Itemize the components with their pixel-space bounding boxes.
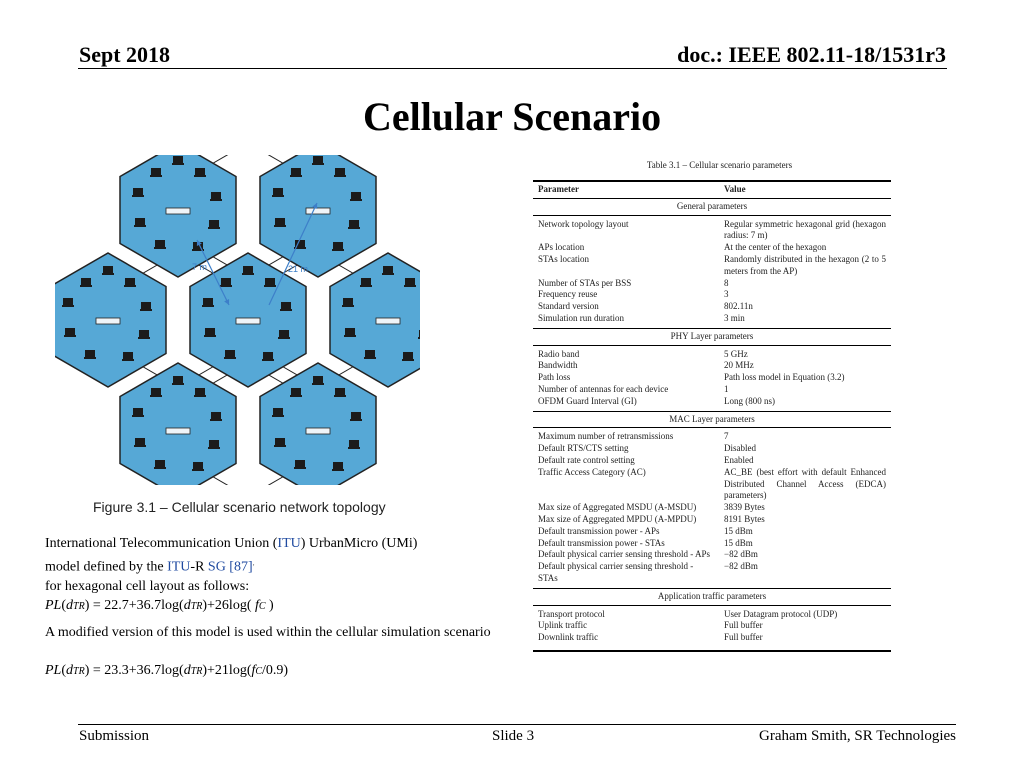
station-icon bbox=[333, 242, 343, 249]
station-icon bbox=[351, 192, 361, 199]
header-rule bbox=[78, 68, 947, 69]
value-cell: −82 dBm bbox=[724, 549, 758, 560]
station-icon bbox=[403, 352, 413, 359]
modified-model-text: A modified version of this model is used within the cellular simulation scenario bbox=[45, 625, 491, 640]
parameters-table-block bbox=[533, 160, 891, 655]
station-icon bbox=[405, 278, 415, 285]
param-cell: Maximum number of retransmissions bbox=[538, 431, 674, 442]
table-row bbox=[533, 254, 891, 278]
station-icon bbox=[135, 438, 145, 445]
value-cell: Path loss model in Equation (3.2) bbox=[724, 372, 845, 383]
table-row bbox=[533, 620, 891, 632]
value-cell: Randomly distributed in the hexagon (2 to 5 meters from the AP) bbox=[724, 253, 886, 276]
bss-cell bbox=[260, 363, 376, 485]
station-icon bbox=[291, 388, 301, 395]
bss-cell bbox=[260, 155, 376, 277]
footer-submission: Submission bbox=[79, 728, 150, 744]
station-icon bbox=[281, 302, 291, 309]
station-icon bbox=[135, 218, 145, 225]
station-icon bbox=[365, 350, 375, 357]
station-icon bbox=[291, 168, 301, 175]
param-cell: STAs location bbox=[538, 253, 590, 264]
label-21m: 21 m bbox=[288, 264, 309, 274]
table-section-header bbox=[533, 588, 891, 605]
value-cell: 15 dBm bbox=[724, 525, 753, 536]
table-row bbox=[533, 360, 891, 372]
col-header-parameter: Parameter bbox=[533, 181, 719, 198]
table-row bbox=[533, 455, 891, 467]
station-icon bbox=[345, 328, 355, 335]
umi-text-2b: -R bbox=[190, 559, 208, 575]
header-date: Sept 2018 bbox=[79, 42, 171, 67]
umi-description bbox=[45, 534, 505, 616]
parameters-table bbox=[533, 180, 891, 655]
table-section-header bbox=[533, 411, 891, 428]
table-row bbox=[533, 219, 891, 243]
access-point-icon bbox=[166, 208, 190, 214]
bss-cell bbox=[120, 155, 236, 277]
station-icon bbox=[151, 168, 161, 175]
station-icon bbox=[349, 220, 359, 227]
value-cell: User Datagram protocol (UDP) bbox=[724, 608, 838, 619]
table-header-row bbox=[533, 181, 891, 198]
station-icon bbox=[351, 412, 361, 419]
table-caption: Table 3.1 – Cellular scenario parameters bbox=[646, 160, 793, 170]
section-title: MAC Layer parameters bbox=[533, 411, 891, 428]
table-row bbox=[533, 289, 891, 301]
table-section-header bbox=[533, 198, 891, 215]
bss-cell bbox=[55, 253, 166, 387]
station-icon bbox=[141, 302, 151, 309]
value-cell: 8191 Bytes bbox=[724, 513, 765, 524]
station-icon bbox=[313, 376, 323, 383]
ref-superscript: , bbox=[252, 558, 255, 567]
station-icon bbox=[279, 330, 289, 337]
bss-cell bbox=[120, 363, 236, 485]
table-row bbox=[533, 538, 891, 550]
table-row bbox=[533, 467, 891, 502]
value-cell: Disabled bbox=[724, 443, 756, 454]
hexagon-grid bbox=[55, 155, 420, 485]
value-cell: Long (800 ns) bbox=[724, 395, 775, 406]
table-row bbox=[533, 372, 891, 384]
station-icon bbox=[361, 278, 371, 285]
station-icon bbox=[295, 460, 305, 467]
value-cell: 5 GHz bbox=[724, 348, 748, 359]
param-cell: OFDM Guard Interval (GI) bbox=[538, 395, 637, 406]
value-cell: 15 dBm bbox=[724, 537, 753, 548]
station-icon bbox=[133, 188, 143, 195]
station-icon bbox=[313, 156, 323, 163]
station-icon bbox=[333, 462, 343, 469]
table-row bbox=[533, 549, 891, 561]
value-cell: 3839 Bytes bbox=[724, 502, 765, 513]
table-row bbox=[533, 514, 891, 526]
bss-hexagon bbox=[120, 155, 236, 277]
section-title: Application traffic parameters bbox=[533, 588, 891, 605]
station-icon bbox=[173, 376, 183, 383]
station-icon bbox=[211, 192, 221, 199]
value-cell: 3 min bbox=[724, 312, 745, 323]
table-row bbox=[533, 313, 891, 325]
param-cell: Radio band bbox=[538, 348, 580, 359]
table-row bbox=[533, 396, 891, 408]
table-row bbox=[533, 443, 891, 455]
station-icon bbox=[419, 330, 420, 337]
station-icon bbox=[123, 352, 133, 359]
label-7m: 7 m bbox=[192, 262, 208, 272]
value-cell: Regular symmetric hexagonal grid (hexagon radius: 7 m) bbox=[724, 218, 886, 241]
value-cell: 7 bbox=[724, 431, 729, 442]
param-cell: Path loss bbox=[538, 372, 571, 383]
station-icon bbox=[125, 278, 135, 285]
station-icon bbox=[343, 298, 353, 305]
station-icon bbox=[195, 388, 205, 395]
station-icon bbox=[263, 352, 273, 359]
umi-text-1b: ) UrbanMicro (UMi) bbox=[300, 536, 418, 551]
footer-rule bbox=[78, 724, 956, 725]
table-section-header bbox=[533, 328, 891, 345]
bss-hexagon bbox=[330, 253, 420, 387]
table-row bbox=[533, 349, 891, 361]
station-icon bbox=[275, 218, 285, 225]
station-icon bbox=[155, 460, 165, 467]
station-icon bbox=[243, 266, 253, 273]
table-row bbox=[533, 384, 891, 396]
umi-text-3: for hexagonal cell layout as follows: bbox=[45, 578, 250, 594]
table-row bbox=[533, 502, 891, 514]
station-icon bbox=[205, 328, 215, 335]
figure-caption: Figure 3.1 – Cellular scenario network topology bbox=[93, 499, 386, 515]
station-icon bbox=[273, 188, 283, 195]
station-icon bbox=[193, 462, 203, 469]
bss-hexagon bbox=[260, 155, 376, 277]
section-title: General parameters bbox=[533, 198, 891, 215]
param-cell: Frequency reuse bbox=[538, 289, 598, 300]
station-icon bbox=[225, 350, 235, 357]
access-point-icon bbox=[306, 208, 330, 214]
param-cell: Default transmission power - STAs bbox=[538, 537, 665, 548]
param-cell: Number of STAs per BSS bbox=[538, 277, 632, 288]
station-icon bbox=[85, 350, 95, 357]
station-icon bbox=[273, 408, 283, 415]
umi-text-2a: model defined by the bbox=[45, 559, 168, 575]
station-icon bbox=[139, 330, 149, 337]
value-cell: 8 bbox=[724, 277, 729, 288]
footer-author: Graham Smith, SR Technologies bbox=[759, 728, 956, 744]
param-cell: Default physical carrier sensing threshold - STAs bbox=[538, 561, 694, 583]
station-icon bbox=[103, 266, 113, 273]
table-row bbox=[533, 431, 891, 443]
station-icon bbox=[195, 168, 205, 175]
value-cell: Full buffer bbox=[724, 620, 763, 631]
table-row bbox=[533, 526, 891, 538]
value-cell: 1 bbox=[724, 383, 729, 394]
station-icon bbox=[133, 408, 143, 415]
itu-link-2[interactable]: ITU bbox=[167, 559, 191, 575]
col-header-value: Value bbox=[719, 181, 891, 198]
access-point-icon bbox=[236, 318, 260, 324]
station-icon bbox=[173, 156, 183, 163]
formula-1: PL(dTR) = 22.7+36.7log(dTR)+26log( fC ) bbox=[45, 597, 274, 613]
value-cell: 3 bbox=[724, 289, 729, 300]
station-icon bbox=[65, 328, 75, 335]
access-point-icon bbox=[96, 318, 120, 324]
access-point-icon bbox=[376, 318, 400, 324]
value-cell: 802.11n bbox=[724, 301, 753, 312]
slide-title: Cellular Scenario bbox=[362, 94, 662, 139]
station-icon bbox=[203, 298, 213, 305]
param-cell: Default transmission power - APs bbox=[538, 525, 660, 536]
param-cell: Default RTS/CTS setting bbox=[538, 443, 629, 454]
station-icon bbox=[221, 278, 231, 285]
access-point-icon bbox=[306, 428, 330, 434]
param-cell: Standard version bbox=[538, 301, 599, 312]
table-row bbox=[533, 301, 891, 313]
network-topology-figure bbox=[55, 155, 420, 485]
station-icon bbox=[335, 168, 345, 175]
param-cell: Uplink traffic bbox=[538, 620, 588, 631]
param-cell: Max size of Aggregated MSDU (A-MSDU) bbox=[538, 502, 697, 513]
table-body bbox=[533, 198, 891, 655]
footer-slide-number: Slide 3 bbox=[492, 728, 535, 744]
table-row bbox=[533, 632, 891, 651]
header-doc-id: doc.: IEEE 802.11-18/1531r3 bbox=[677, 42, 946, 67]
param-cell: APs location bbox=[538, 242, 585, 253]
itu-link-1[interactable]: ITU bbox=[277, 536, 301, 551]
station-icon bbox=[349, 440, 359, 447]
table-row bbox=[533, 278, 891, 290]
station-icon bbox=[81, 278, 91, 285]
value-cell: Full buffer bbox=[719, 632, 891, 651]
station-icon bbox=[265, 278, 275, 285]
station-icon bbox=[151, 388, 161, 395]
param-cell: Simulation run duration bbox=[538, 312, 624, 323]
station-icon bbox=[335, 388, 345, 395]
access-point-icon bbox=[166, 428, 190, 434]
station-icon bbox=[209, 220, 219, 227]
table-row bbox=[533, 609, 891, 621]
param-cell: Default rate control setting bbox=[538, 454, 635, 465]
section-title: PHY Layer parameters bbox=[533, 328, 891, 345]
param-cell: Downlink traffic bbox=[533, 632, 719, 651]
bss-cell bbox=[330, 253, 420, 387]
param-cell: Max size of Aggregated MPDU (A-MPDU) bbox=[538, 513, 697, 524]
value-cell: −82 dBm bbox=[724, 561, 758, 572]
param-cell: Network topology layout bbox=[538, 218, 629, 229]
param-cell: Transport protocol bbox=[538, 608, 605, 619]
value-cell: Enabled bbox=[724, 454, 754, 465]
value-cell: 20 MHz bbox=[724, 360, 754, 371]
station-icon bbox=[211, 412, 221, 419]
sg-ref-link[interactable]: SG [87] bbox=[207, 559, 253, 575]
station-icon bbox=[63, 298, 73, 305]
value-cell: AC_BE (best effort with default Enhanced Distributed Channel Access (EDCA) parameters) bbox=[724, 466, 886, 501]
station-icon bbox=[209, 440, 219, 447]
param-cell: Default physical carrier sensing threshold - APs bbox=[538, 549, 710, 560]
table-row bbox=[533, 242, 891, 254]
station-icon bbox=[275, 438, 285, 445]
value-cell: At the center of the hexagon bbox=[724, 242, 827, 253]
param-cell: Number of antennas for each device bbox=[538, 383, 669, 394]
table-row bbox=[533, 561, 891, 585]
station-icon bbox=[383, 266, 393, 273]
formula-2: PL(dTR) = 23.3+36.7log(dTR)+21log(fC/0.9) bbox=[45, 663, 289, 678]
station-icon bbox=[155, 240, 165, 247]
param-cell: Traffic Access Category (AC) bbox=[538, 466, 646, 477]
param-cell: Bandwidth bbox=[538, 360, 578, 371]
umi-text-1a: International Telecommunication Union ( bbox=[45, 536, 278, 551]
